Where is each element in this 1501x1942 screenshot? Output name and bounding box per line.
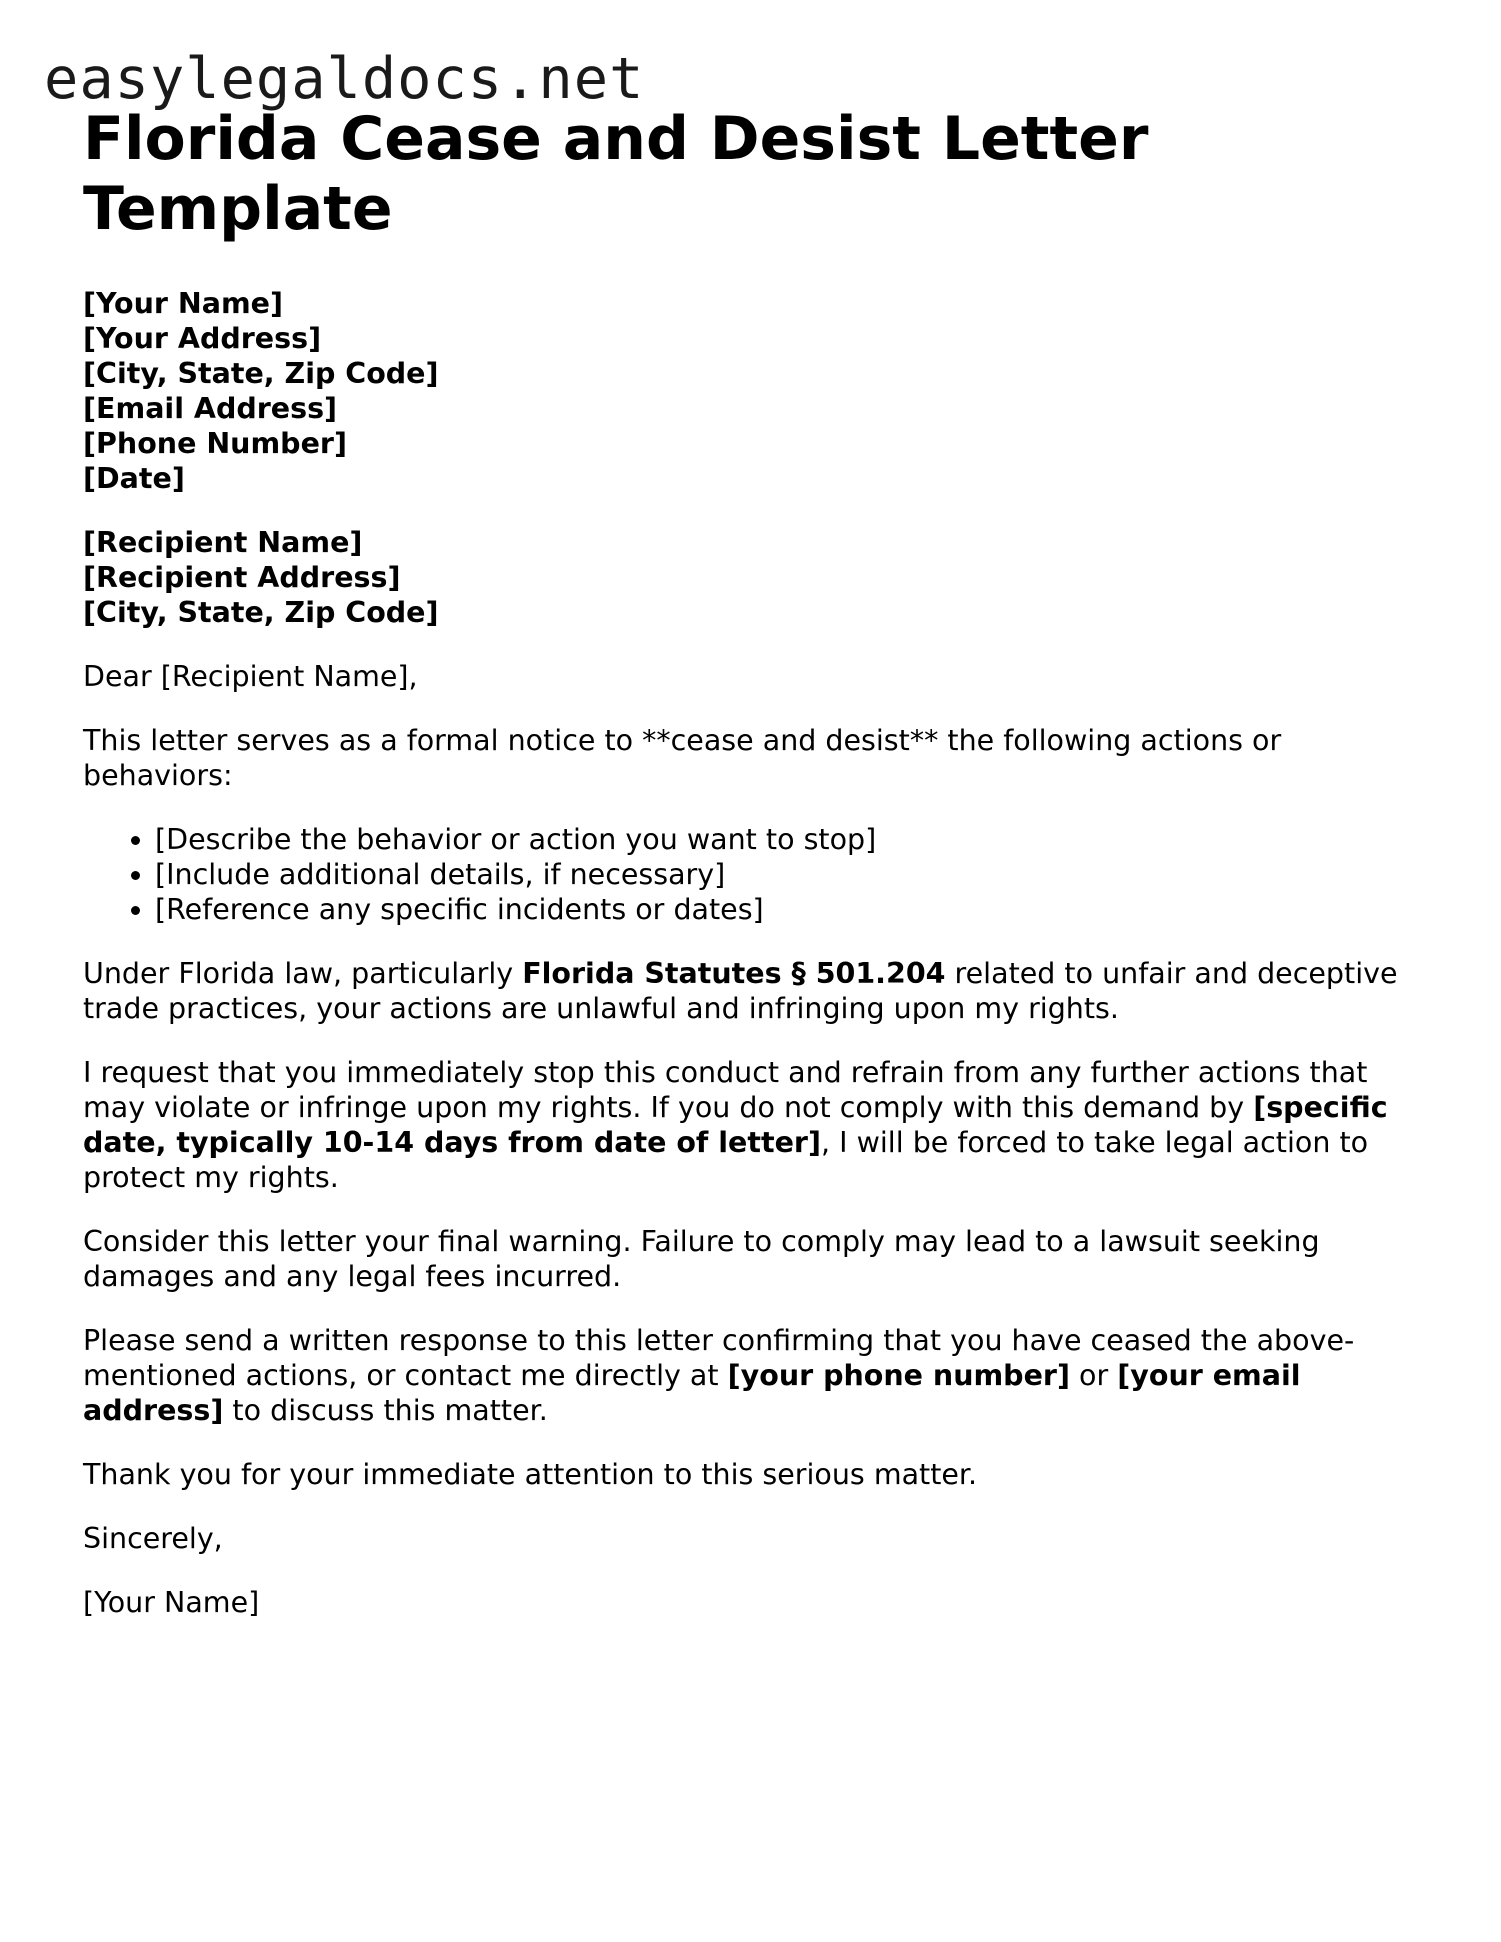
list-item: • [Reference any specific incidents or dates] <box>155 892 1423 927</box>
list-item: • [Include additional details, if necessary] <box>155 857 1423 892</box>
law-text-pre: Under Florida law, particularly <box>83 957 523 990</box>
email-placeholder: [your email address] <box>83 1359 1301 1427</box>
sender-email: [Email Address] <box>83 392 338 425</box>
sender-address: [Your Address] <box>83 322 322 355</box>
signature: [Your Name] <box>83 1586 260 1619</box>
request-text-post: , I will be forced to take legal action to protect my rights. <box>83 1126 1369 1194</box>
sender-block <box>83 286 1423 496</box>
letter-date: [Date] <box>83 462 185 495</box>
law-text-post: related to unfair and deceptive trade practices, your actions are unlawful and infringing upon my rights. <box>83 957 1398 1025</box>
site-watermark: easylegaldocs.net <box>44 46 645 112</box>
phone-placeholder: [your phone number] <box>727 1359 1070 1392</box>
letter-document <box>83 104 1423 1649</box>
deadline-placeholder: [specific date, typically 10-14 days from date of letter] <box>83 1091 1388 1159</box>
document-title: Florida Cease and Desist Letter Template <box>83 104 1149 244</box>
request-text-pre: I request that you immediately stop this conduct and refrain from any further actions that may violate or infringe upon my rights. If you do not comply with this demand by <box>83 1056 1368 1124</box>
recipient-block <box>83 525 1423 630</box>
statute-reference: Florida Statutes § 501.204 <box>522 957 946 990</box>
response-text-post: to discuss this matter. <box>223 1394 548 1427</box>
list-item: • [Describe the behavior or action you want to stop] <box>155 822 1423 857</box>
recipient-city-state-zip: [City, State, Zip Code] <box>83 596 439 629</box>
recipient-address: [Recipient Address] <box>83 561 401 594</box>
response-text-pre: Please send a written response to this letter confirming that you have ceased the above-mentioned actions, or contact me directly at <box>83 1324 1355 1392</box>
greeting: Dear [Recipient Name], <box>83 660 418 693</box>
sender-phone: [Phone Number] <box>83 427 347 460</box>
intro-paragraph: This letter serves as a formal notice to **cease and desist** the following actions or behaviors: <box>83 724 1282 792</box>
closing: Sincerely, <box>83 1522 223 1555</box>
request-paragraph <box>83 1055 1423 1195</box>
recipient-name: [Recipient Name] <box>83 526 363 559</box>
sender-name: [Your Name] <box>83 287 284 320</box>
sender-city-state-zip: [City, State, Zip Code] <box>83 357 439 390</box>
response-text-mid: or <box>1070 1359 1118 1392</box>
behavior-list <box>83 822 1423 927</box>
warning-paragraph: Consider this letter your final warning. Failure to comply may lead to a lawsuit seeking damages and any legal fees incurred. <box>83 1225 1320 1293</box>
law-paragraph <box>83 956 1423 1026</box>
response-paragraph <box>83 1323 1423 1428</box>
thanks-paragraph: Thank you for your immediate attention to this serious matter. <box>83 1458 978 1491</box>
